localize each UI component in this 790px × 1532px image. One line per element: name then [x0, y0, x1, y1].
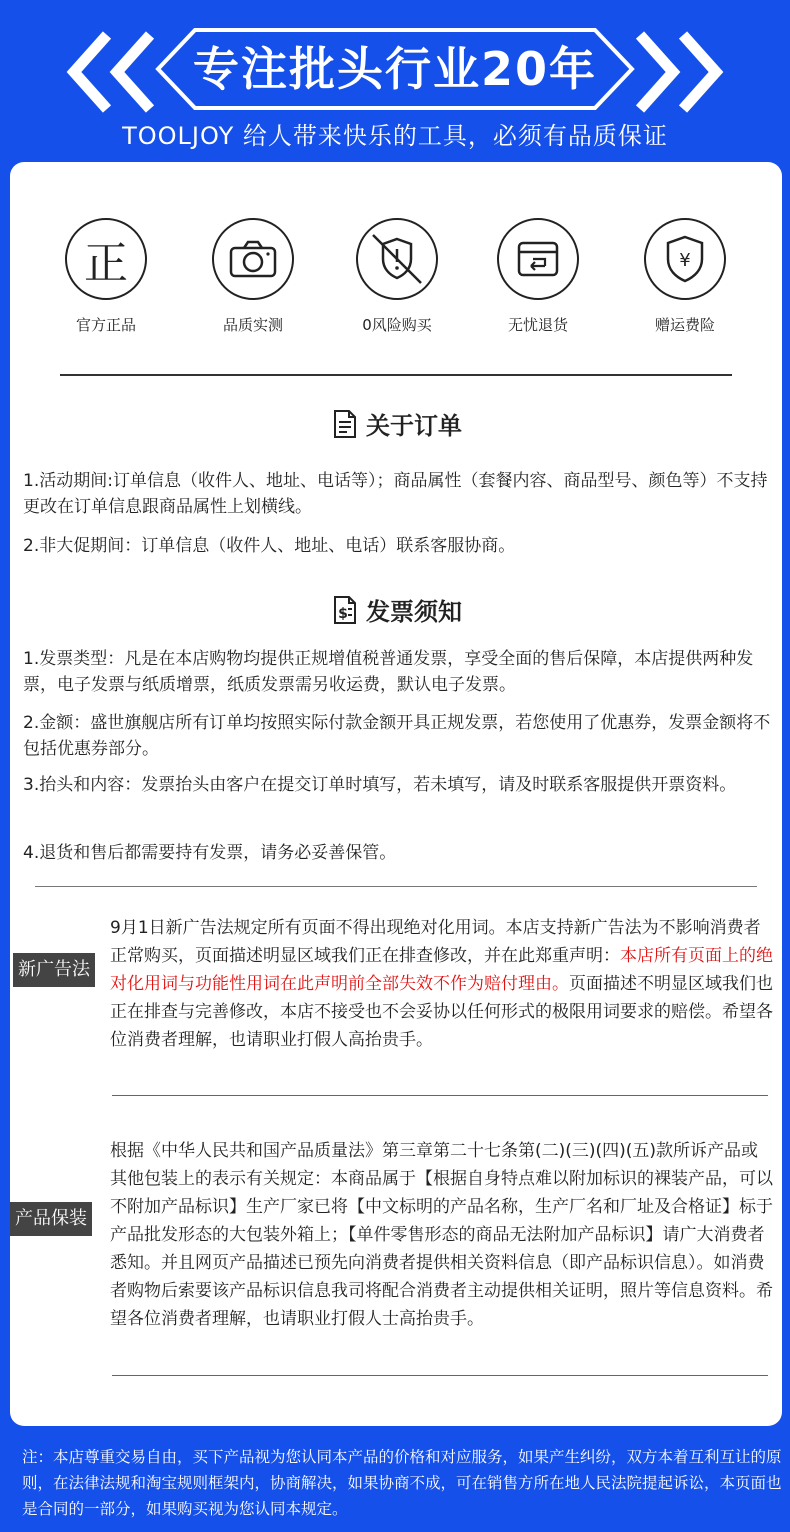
page-subtitle: TOOLJOY 给人带来快乐的工具，必须有品质保证: [122, 122, 668, 150]
divider: [112, 1095, 768, 1096]
feature-quality-test: [188, 218, 318, 335]
document-icon: [332, 409, 358, 439]
camera-icon: [212, 218, 294, 300]
divider: [60, 374, 732, 376]
invoice-item: 2.金额：盛世旗舰店所有订单均按照实际付款金额开具正规发票，若您使用了优惠券，发票金额将不包括优惠券部分。: [23, 713, 771, 759]
ad-law-red-statement: 本店所有页面上的绝对化用词与功能性用词在此声明前全部失效不作为赔付理由。: [110, 946, 773, 994]
order-item: 2.非大促期间：订单信息（收件人、地址、电话）联系客服协商。: [23, 536, 516, 556]
invoice-item: 4.退货和售后都需要持有发票，请务必妥善保管。: [23, 843, 397, 863]
feature-label: 品质实测: [222, 316, 283, 334]
feature-worry-free-return: [473, 218, 603, 335]
return-box-icon: [497, 218, 579, 300]
content-card: [10, 162, 782, 1426]
feature-label: 无忧退货: [507, 316, 568, 334]
zheng-icon: 正: [65, 218, 147, 300]
feature-shipping-insurance: [620, 218, 750, 335]
double-chevron-right-icon: [633, 27, 728, 117]
title-banner: [155, 27, 635, 111]
footer-notice: 注：本店尊重交易自由，买下产品视为您认同本产品的价格和对应服务，如果产生纠纷，双方本着互利互让的原则，在法律法规和淘宝规则框架内，协商解决，如果协商不成，可在销售方所在地人民法院提起诉讼，本页面也是合同的一部分，如果购买视为您认同本规定。: [22, 1448, 782, 1518]
product-warranty-text: 根据《中华人民共和国产品质量法》第三章第二十七条第(二)(三)(四)(五)款所诉产品或其他包装上的表示有关规定：本商品属于【根据自身特点难以附加标识的裸装产品，可以不附加产品标识】生产厂家已将【中文标明的产品名称，生产厂名和厂址及合格证】标于产品批发形态的大包装外箱上；【单件零售形态的商品无法附加产品标识】请广大消费者悉知。并且网页产品描述已预先向消费者提供相关资料信息（即产品标识信息）。如消费者购物后索要该产品标识信息我司将配合消费者主动提供相关证明，照片等信息资料。希望各位消费者理解，也请职业打假人士高抬贵手。: [110, 1141, 773, 1329]
svg-text:$: $: [338, 605, 348, 622]
feature-official-genuine: [41, 218, 171, 335]
invoice-item: 3.抬头和内容：发票抬头由客户在提交订单时填写，若未填写，请及时联系客服提供开票资料。: [23, 775, 737, 795]
order-item: 1.活动期间:订单信息（收件人、地址、电话等）；商品属性（套餐内容、商品型号、颜色等）不支持更改在订单信息跟商品属性上划横线。: [23, 471, 768, 517]
svg-text:¥: ¥: [679, 250, 691, 271]
product-warranty-tag: 产品保装: [10, 1202, 92, 1236]
divider: [35, 886, 757, 887]
feature-label: 赠运费险: [654, 316, 715, 334]
feature-zero-risk: [332, 218, 462, 335]
divider: [112, 1375, 768, 1376]
double-chevron-left-icon: [62, 27, 157, 117]
feature-label: 0风险购买: [362, 316, 432, 334]
invoice-section-title: $ 发票须知: [332, 592, 462, 627]
page-header: [0, 0, 790, 160]
no-risk-shield-icon: [356, 218, 438, 300]
feature-label: 官方正品: [75, 316, 136, 334]
page-title: 专注批头行业20年: [192, 42, 597, 96]
order-section-title: 关于订单: [332, 406, 462, 441]
invoice-icon: [332, 595, 358, 625]
invoice-item: 1.发票类型：凡是在本店购物均提供正规增值税普通发票，享受全面的售后保障，本店提供两种发票，电子发票与纸质增票，纸质发票需另收运费，默认电子发票。: [23, 649, 754, 695]
ad-law-text: 9月1日新广告法规定所有页面不得出现绝对化用词。本店支持新广告法为不影响消费者正常购买，页面描述明显区域我们正在排查修改，并在此郑重声明：本店所有页面上的绝对化用词与功能性用词在此声明前全部失效不作为赔付理由。页面描述不明显区域我们也正在排查与完善修改，本店不接受也不会妥协以任何形式的极限用词要求的赔偿。希望各位消费者理解，也请职业打假人高抬贵手。: [110, 918, 773, 1050]
ad-law-tag: 新广告法: [13, 953, 95, 987]
yen-shield-icon: [644, 218, 726, 300]
